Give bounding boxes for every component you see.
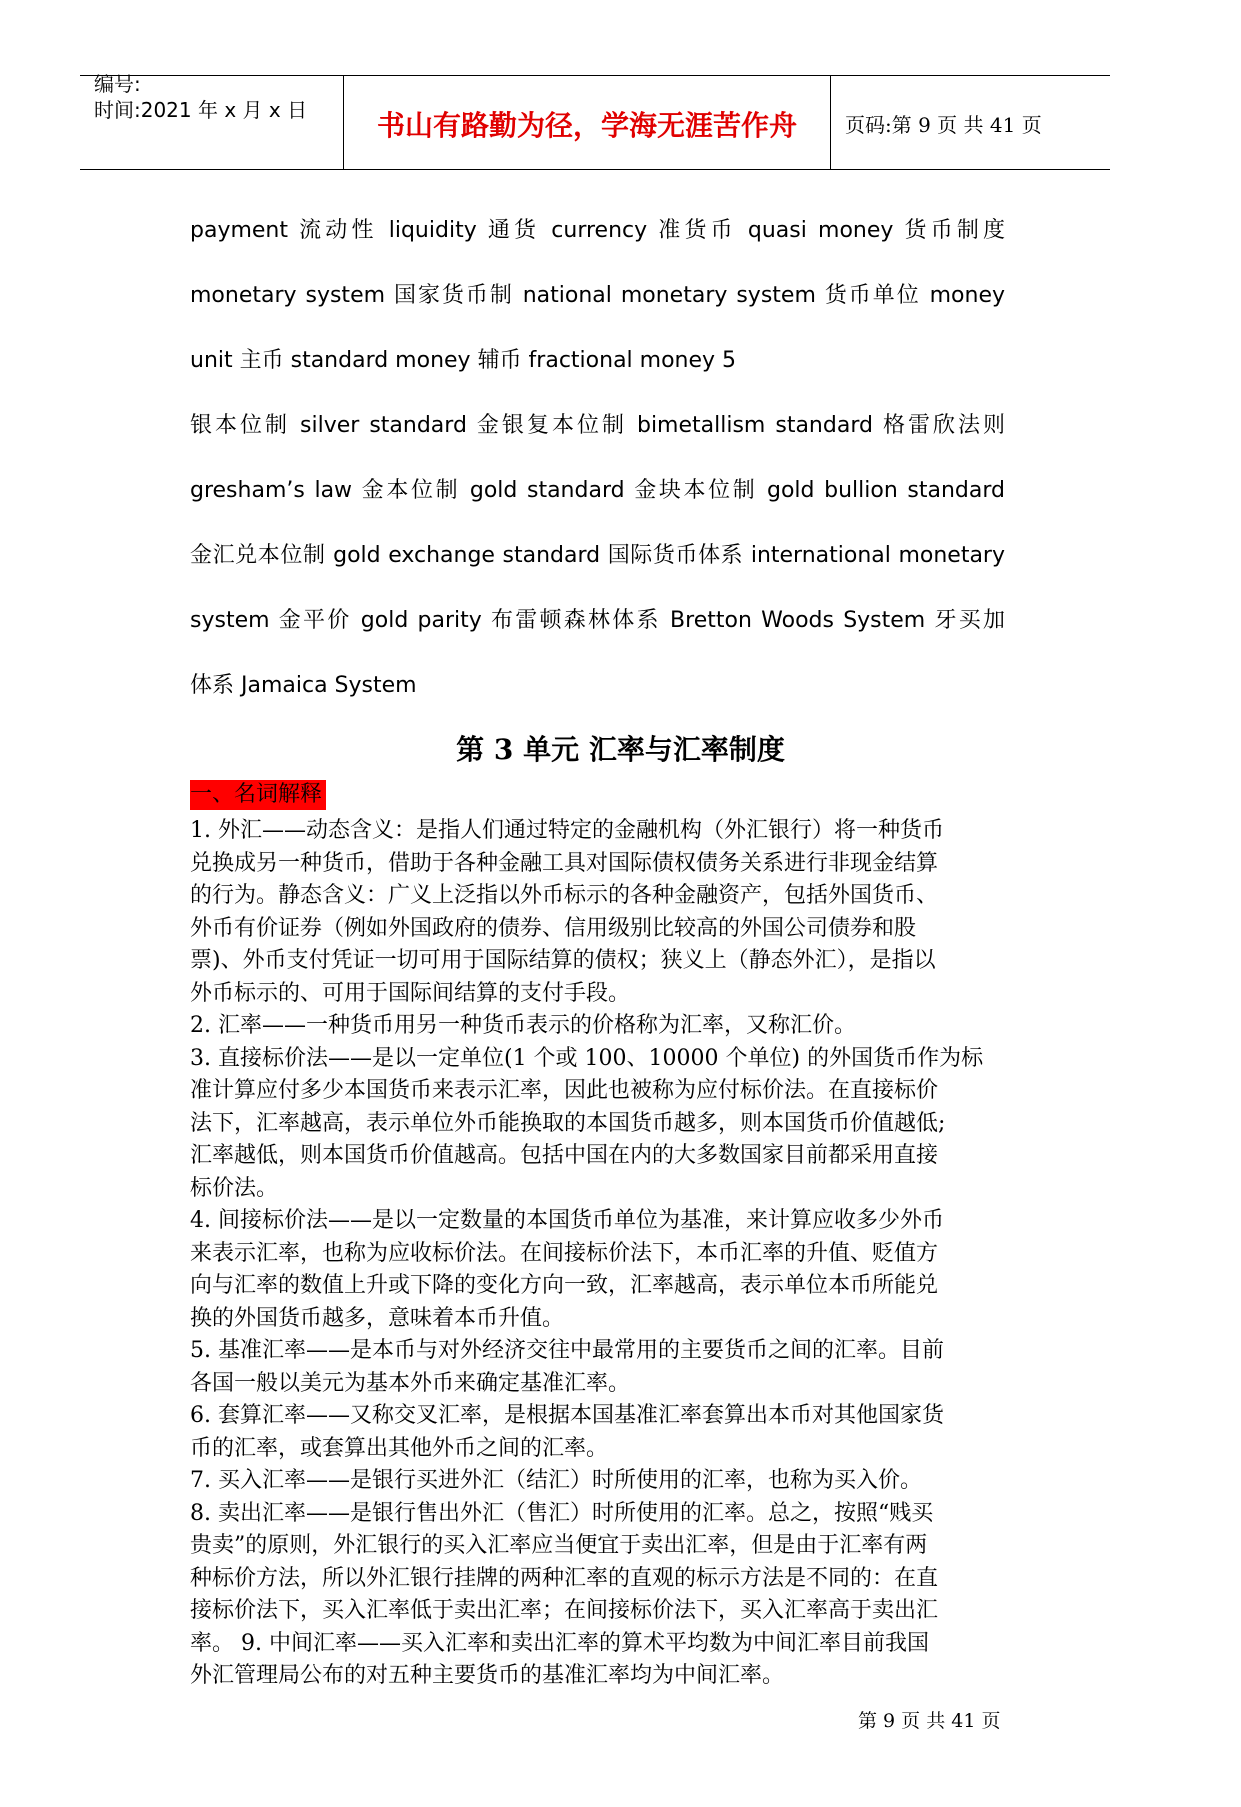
header-page-code: 页码:第 9 页 共 41 页: [845, 113, 1042, 137]
body-line: 5. 基准汇率——是本币与对外经济交往中最常用的主要货币之间的汇率。目前: [190, 1338, 944, 1363]
body-line: 1. 外汇——动态含义：是指人们通过特定的金融机构（外汇银行）将一种货币: [190, 818, 944, 843]
body-line: 票)、外币支付凭证一切可用于国际结算的债权；狭义上（静态外汇），是指以: [190, 948, 936, 973]
section-heading: 一、名词解释: [190, 780, 326, 810]
page-footer: 第 9 页 共 41 页: [858, 1710, 1001, 1732]
definitions-body: [190, 815, 1008, 1693]
vocab-line: system 金平价 gold parity 布雷顿森林体系 Bretton Woods System 牙买加: [190, 608, 1005, 633]
body-line: 外币标示的、可用于国际间结算的支付手段。: [190, 980, 631, 1006]
body-line: 外币有价证券（例如外国政府的债券、信用级别比较高的外国公司债券和股: [190, 915, 917, 941]
vocab-line: payment 流动性 liquidity 通货 currency 准货币 quasi money 货币制度: [190, 218, 1005, 243]
body-line: 7. 买入汇率——是银行买进外汇（结汇）时所使用的汇率，也称为买入价。: [190, 1468, 922, 1493]
body-line: 种标价方法，所以外汇银行挂牌的两种汇率的直观的标示方法是不同的：在直: [190, 1565, 939, 1591]
body-line: 2. 汇率——一种货币用另一种货币表示的价格称为汇率，又称汇价。: [190, 1013, 856, 1038]
body-line: 各国一般以美元为基本外币来确定基准汇率。: [190, 1370, 631, 1396]
header-motto: 书山有路勤为径，学海无涯苦作舟: [376, 109, 797, 142]
body-line: 法下，汇率越高，表示单位外币能换取的本国货币越多，则本国货币价值越低;: [190, 1110, 946, 1136]
vocab-line: 金汇兑本位制 gold exchange standard 国际货币体系 international monetary: [190, 543, 1005, 568]
vocab-line: 体系 Jamaica System: [190, 673, 417, 698]
vocabulary-list: [190, 214, 1005, 734]
body-line: 3. 直接标价法——是以一定单位(1 个或 100、10000 个单位) 的外国货币作为标: [190, 1045, 984, 1071]
page-header: [80, 72, 1110, 170]
body-line: 汇率越低，则本国货币价值越高。包括中国在内的大多数国家目前都采用直接: [190, 1143, 939, 1168]
header-page-cell: [831, 76, 1110, 169]
body-line: 的行为。静态含义：广义上泛指以外币标示的各种金融资产，包括外国货币、: [190, 883, 939, 908]
body-line: 4. 间接标价法——是以一定数量的本国货币单位为基准，来计算应收多少外币: [190, 1208, 944, 1233]
unit-title: 第 3 单元 汇率与汇率制度: [456, 733, 785, 766]
document-time-label: 时间:2021 年 x 月 x 日: [94, 98, 308, 122]
header-motto-cell: [344, 76, 831, 169]
body-line: 接标价法下，买入汇率低于卖出汇率；在间接标价法下，买入汇率高于卖出汇: [190, 1598, 939, 1623]
body-line: 币的汇率，或套算出其他外币之间的汇率。: [190, 1435, 609, 1461]
document-code-label: 编号:: [94, 72, 141, 96]
vocab-line: gresham’s law 金本位制 gold standard 金块本位制 gold bullion standard: [190, 478, 1005, 503]
vocab-line: monetary system 国家货币制 national monetary system 货币单位 money: [190, 283, 1005, 308]
header-meta-cell: [80, 72, 344, 169]
vocab-line: unit 主币 standard money 辅币 fractional money 5: [190, 348, 737, 373]
body-line: 准计算应付多少本国货币来表示汇率，因此也被称为应付标价法。在直接标价: [190, 1078, 939, 1103]
body-line: 标价法。: [190, 1175, 279, 1201]
body-line: 贵卖”的原则，外汇银行的买入汇率应当便宜于卖出汇率，但是由于汇率有两: [190, 1533, 928, 1558]
body-line: 外汇管理局公布的对五种主要货币的基准汇率均为中间汇率。: [190, 1663, 785, 1688]
body-line: 8. 卖出汇率——是银行售出外汇（售汇）时所使用的汇率。总之，按照“贱买: [190, 1500, 934, 1526]
body-line: 兑换成另一种货币，借助于各种金融工具对国际债权债务关系进行非现金结算: [190, 850, 939, 876]
body-line: 6. 套算汇率——又称交叉汇率，是根据本国基准汇率套算出本币对其他国家货: [190, 1403, 944, 1428]
body-line: 率。 9. 中间汇率——买入汇率和卖出汇率的算术平均数为中间汇率目前我国: [190, 1630, 929, 1656]
body-line: 来表示汇率，也称为应收标价法。在间接标价法下，本币汇率的升值、贬值方: [190, 1240, 939, 1266]
body-line: 换的外国货币越多，意味着本币升值。: [190, 1305, 565, 1331]
vocab-line: 银本位制 silver standard 金银复本位制 bimetallism standard 格雷欣法则: [190, 413, 1005, 438]
body-line: 向与汇率的数值上升或下降的变化方向一致，汇率越高，表示单位本币所能兑: [190, 1273, 939, 1298]
